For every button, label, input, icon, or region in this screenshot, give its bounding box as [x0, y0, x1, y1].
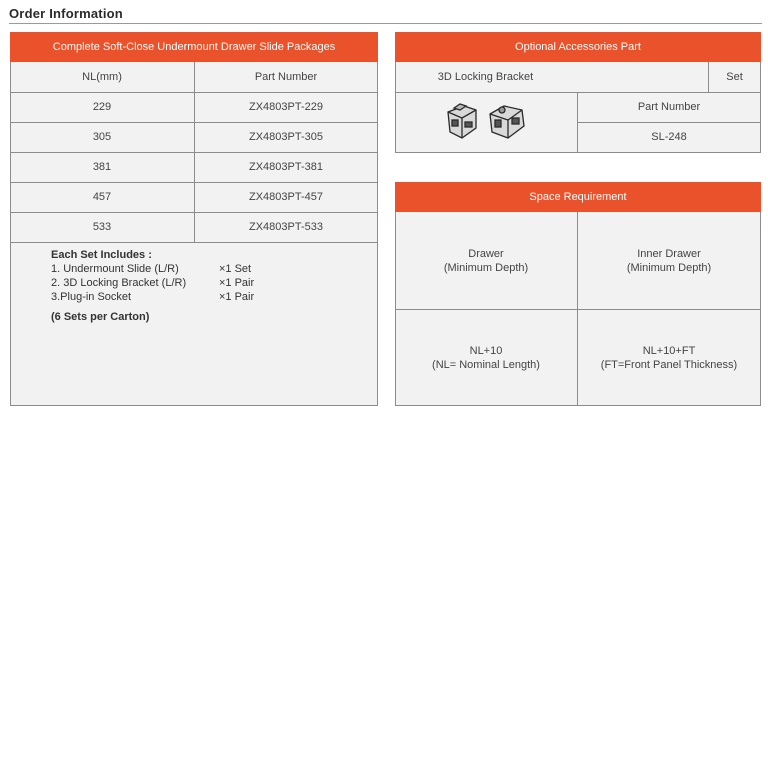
table-row-nl: 457 [92, 191, 112, 203]
table-row-part: ZX4803PT-305 [249, 131, 323, 143]
inner-drawer-depth-value [577, 309, 761, 406]
table-row-part: ZX4803PT-533 [249, 221, 323, 233]
drawer-sub: (Minimum Depth) [443, 261, 529, 274]
accessories-header: Optional Accessories Part [395, 32, 761, 62]
col-header-part-number: Part Number [254, 71, 318, 83]
include-item: 2. 3D Locking Bracket (L/R) [51, 277, 187, 289]
row-divider [577, 122, 761, 123]
locking-bracket-illustration [442, 98, 534, 146]
column-divider [577, 212, 578, 406]
bracket-right-image [490, 106, 524, 138]
include-item: 3.Plug-in Socket [51, 291, 132, 303]
table-row-nl: 381 [92, 161, 112, 173]
table-row-nl: 229 [92, 101, 112, 113]
accessory-col-part-number: Part Number [637, 101, 701, 113]
include-qty: ×1 Set [219, 263, 252, 275]
drawer-depth-value [395, 309, 577, 406]
inner-drawer-depth-label [577, 212, 761, 309]
accessory-unit: Set [726, 71, 743, 83]
includes-title: Each Set Includes : [51, 249, 152, 261]
column-divider [577, 92, 578, 152]
list-item [51, 276, 254, 290]
set-includes [51, 248, 254, 324]
drawer-value: NL+10 [469, 344, 503, 357]
row-divider [10, 242, 378, 243]
inner-drawer-value-sub: (FT=Front Panel Thickness) [600, 358, 738, 371]
list-item [51, 290, 254, 304]
table-row-part: ZX4803PT-229 [249, 101, 323, 113]
include-qty: ×1 Pair [219, 277, 255, 289]
table-row-nl: 305 [92, 131, 112, 143]
bracket-left-image [448, 104, 476, 138]
drawer-value-sub: (NL= Nominal Length) [432, 358, 540, 371]
include-item: 1. Undermount Slide (L/R) [51, 263, 179, 275]
drawer-depth-label [395, 212, 577, 309]
include-qty: ×1 Pair [219, 291, 255, 303]
column-divider [708, 62, 709, 92]
page-title: Order Information [9, 6, 123, 21]
space-header: Space Requirement [395, 182, 761, 212]
packages-header: Complete Soft-Close Undermount Drawer Slide Packages [10, 32, 378, 62]
column-divider [194, 62, 195, 242]
title-divider [9, 23, 762, 24]
row-divider [395, 92, 761, 93]
accessory-item-name: 3D Locking Bracket [437, 71, 534, 83]
inner-drawer-value: NL+10+FT [642, 344, 696, 357]
row-divider [395, 309, 761, 310]
list-item [51, 262, 254, 276]
inner-drawer-label: Inner Drawer [637, 247, 701, 260]
drawer-label: Drawer [468, 247, 504, 260]
col-header-nl: NL(mm) [82, 71, 122, 83]
accessory-part-number: SL-248 [651, 131, 687, 143]
inner-drawer-sub: (Minimum Depth) [626, 261, 712, 274]
table-row-part: ZX4803PT-457 [249, 191, 323, 203]
table-row-part: ZX4803PT-381 [249, 161, 323, 173]
carton-note: (6 Sets per Carton) [51, 311, 150, 323]
table-row-nl: 533 [92, 221, 112, 233]
